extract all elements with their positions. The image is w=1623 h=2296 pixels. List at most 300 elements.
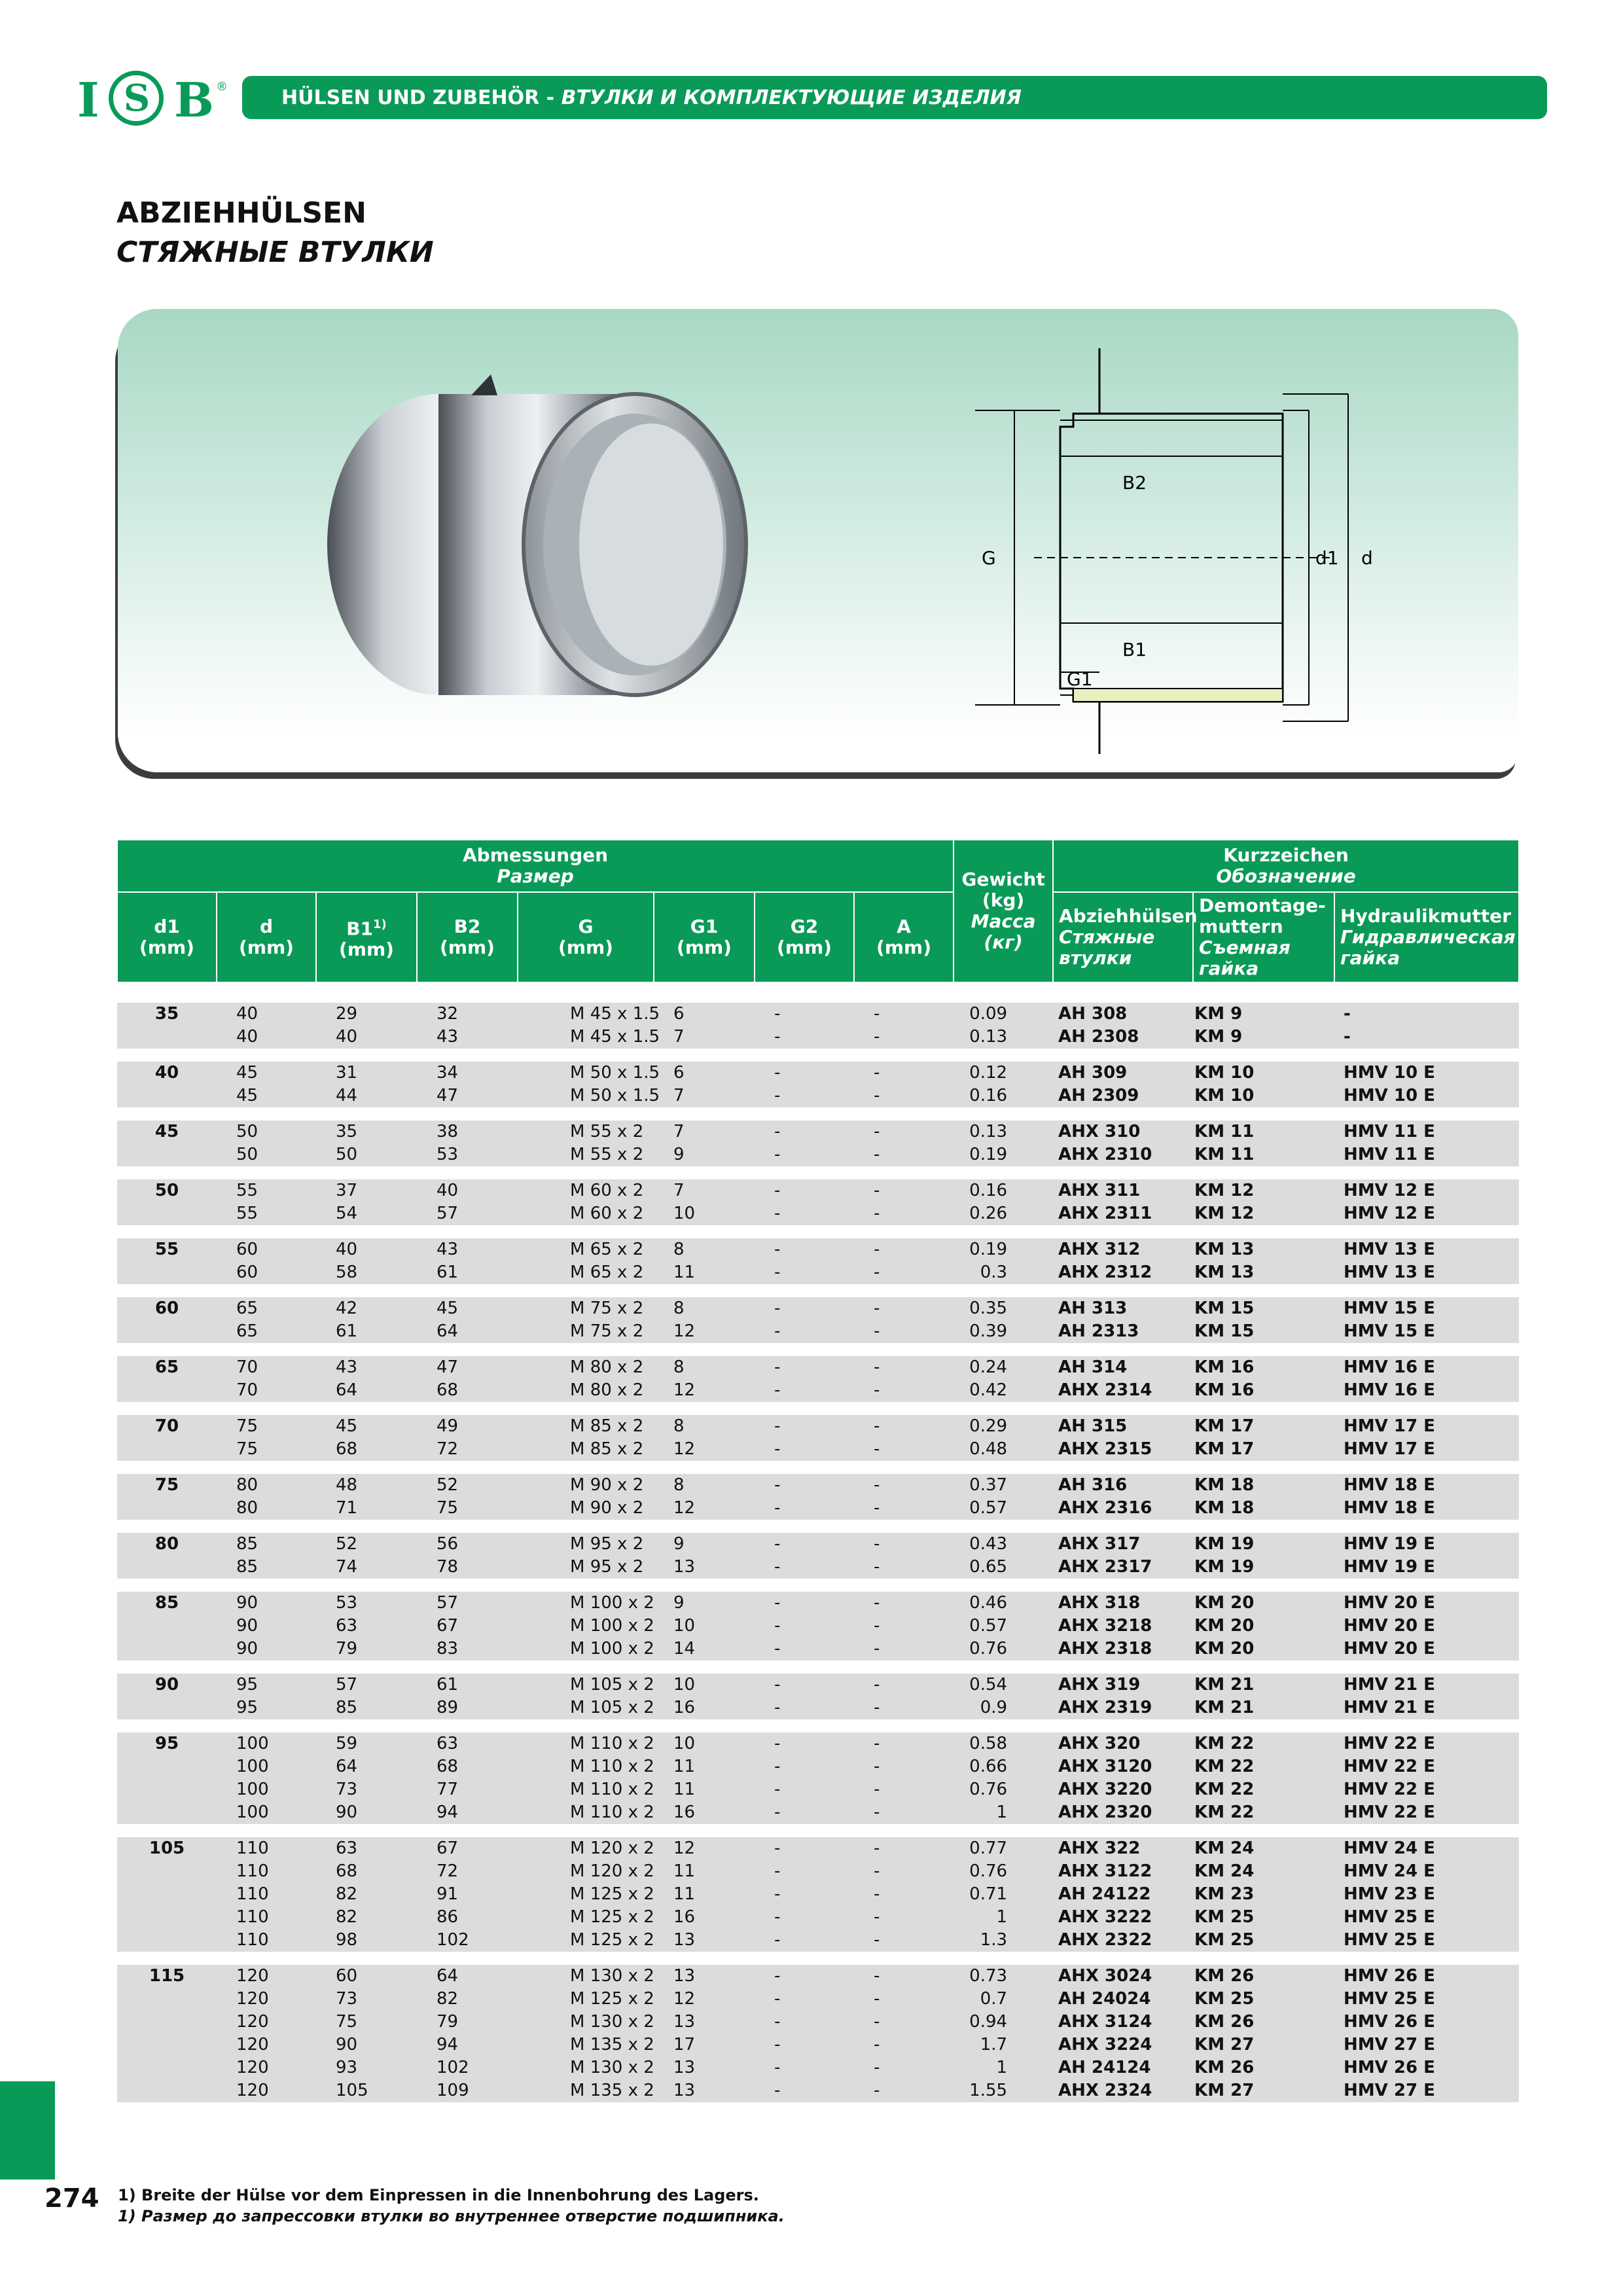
table-cell: 35 [316,1121,417,1143]
sleeve-photo [275,348,798,715]
section-header-bar [242,76,1547,119]
table-cell: HMV 22 E [1334,1732,1519,1755]
table-cell: KM 9 [1193,1003,1334,1026]
table-cell: 73 [316,1988,417,2011]
page-edge-tab [0,2081,55,2179]
table-cell: 93 [316,2056,417,2079]
table-cell: 10 [654,1732,755,1755]
table-cell: 50 [316,1143,417,1166]
table-cell: - [755,1592,854,1615]
table-row [117,1533,1519,1556]
table-row [117,1297,1519,1320]
table-cell: AHX 3024 [1053,1965,1193,1988]
table-row [117,1438,1519,1461]
table-cell: M 55 x 2 [518,1121,654,1143]
table-cell: HMV 22 E [1334,1778,1519,1801]
table-cell: HMV 13 E [1334,1261,1519,1284]
table-cell: M 95 x 2 [518,1533,654,1556]
table-cell: HMV 22 E [1334,1801,1519,1824]
col-header-b2: B2 (mm) [417,892,518,982]
table-cell: HMV 27 E [1334,2034,1519,2056]
section-header-de: HÜLSEN UND ZUBEHÖR - [281,86,562,109]
table-cell: - [755,1778,854,1801]
table-cell: KM 22 [1193,1755,1334,1778]
table-cell: 67 [417,1837,518,1860]
table-cell: 10 [654,1674,755,1696]
table-cell: 43 [316,1356,417,1379]
table-cell: 64 [316,1379,417,1402]
table-cell: AH 313 [1053,1297,1193,1320]
table-cell: 109 [417,2079,518,2102]
table-cell: - [755,1438,854,1461]
table-cell: 47 [417,1356,518,1379]
table-row [117,1415,1519,1438]
table-cell: HMV 16 E [1334,1379,1519,1402]
table-cell: 73 [316,1778,417,1801]
table-cell: M 100 x 2 [518,1615,654,1638]
table-cell: AHX 2314 [1053,1379,1193,1402]
table-cell: 110 [217,1929,316,1952]
table-row [117,1615,1519,1638]
table-cell: - [854,1415,954,1438]
table-cell: 32 [417,1003,518,1026]
table-row [117,1003,1519,1026]
table-cell: 0.54 [954,1674,1053,1696]
technical-drawing [969,348,1492,754]
table-cell: 0.16 [954,1085,1053,1107]
table-cell: KM 25 [1193,1906,1334,1929]
table-cell: 31 [316,1062,417,1085]
table-cell: AHX 2310 [1053,1143,1193,1166]
table-cell: AHX 3220 [1053,1778,1193,1801]
table-cell: 13 [654,2079,755,2102]
table-cell: 11 [654,1883,755,1906]
table-cell: 63 [316,1837,417,1860]
table-cell: 40 [417,1179,518,1202]
table-cell: 6 [654,1003,755,1026]
table-cell: 45 [417,1297,518,1320]
table-cell: 8 [654,1238,755,1261]
cell-d1 [117,1261,217,1284]
cell-d1: 90 [117,1674,217,1696]
table-cell: 45 [217,1062,316,1085]
table-cell: 65 [217,1297,316,1320]
table-cell: 29 [316,1003,417,1026]
table-cell: KM 20 [1193,1638,1334,1660]
cell-d1: 60 [117,1297,217,1320]
table-cell: KM 24 [1193,1860,1334,1883]
table-cell: 13 [654,2011,755,2034]
table-cell: KM 17 [1193,1438,1334,1461]
table-cell: 71 [316,1497,417,1520]
cell-d1: 35 [117,1003,217,1026]
table-cell: - [755,1965,854,1988]
table-cell: M 90 x 2 [518,1474,654,1497]
cell-d1: 105 [117,1837,217,1860]
table-cell: - [854,1906,954,1929]
table-cell: 49 [417,1415,518,1438]
table-row [117,1179,1519,1202]
table-row [117,2011,1519,2034]
image-panel [118,309,1518,772]
table-cell: 1.7 [954,2034,1053,2056]
table-cell: 40 [316,1026,417,1049]
cell-d1 [117,2056,217,2079]
table-cell: HMV 24 E [1334,1860,1519,1883]
table-cell: 1 [954,1906,1053,1929]
table-cell: - [854,1261,954,1284]
table-cell: HMV 21 E [1334,1674,1519,1696]
table-cell: 60 [217,1238,316,1261]
table-cell: HMV 20 E [1334,1615,1519,1638]
table-cell: 94 [417,1801,518,1824]
table-cell: 12 [654,1988,755,2011]
table-cell: - [854,2034,954,2056]
table-cell: 55 [217,1179,316,1202]
table-cell: 40 [217,1026,316,1049]
table-cell: 13 [654,2056,755,2079]
table-cell: KM 13 [1193,1261,1334,1284]
cell-d1 [117,1638,217,1660]
table-cell: 75 [417,1497,518,1520]
table-cell: AH 24122 [1053,1883,1193,1906]
table-cell: AHX 310 [1053,1121,1193,1143]
table-cell: M 135 x 2 [518,2079,654,2102]
table-cell: - [854,1929,954,1952]
table-cell: 61 [417,1674,518,1696]
table-cell: 0.29 [954,1415,1053,1438]
table-cell: - [755,1837,854,1860]
table-cell: 102 [417,2056,518,2079]
table-cell: - [854,1696,954,1719]
table-cell: - [854,2011,954,2034]
table-cell: HMV 21 E [1334,1696,1519,1719]
table-cell: 50 [217,1121,316,1143]
table-cell: - [854,1755,954,1778]
table-cell: - [755,1238,854,1261]
page-title-ru: СТЯЖНЫЕ ВТУЛКИ [116,236,434,269]
table-cell: - [755,1533,854,1556]
table-cell: 0.66 [954,1755,1053,1778]
table-cell: 0.7 [954,1988,1053,2011]
weight-header: Gewicht (kg) Масса (кг) [954,840,1053,982]
table-cell: HMV 26 E [1334,2056,1519,2079]
cell-d1 [117,1755,217,1778]
table-cell: KM 22 [1193,1801,1334,1824]
table-cell: - [854,1026,954,1049]
table-cell: HMV 10 E [1334,1062,1519,1085]
section-header-text [281,86,1022,109]
label-b1: B1 [1122,639,1147,660]
table-row [117,1356,1519,1379]
table-cell: 0.19 [954,1238,1053,1261]
page-title-de: ABZIEHHÜLSEN [116,196,366,230]
table-cell: 100 [217,1755,316,1778]
table-cell: 98 [316,1929,417,1952]
table-cell: 13 [654,1929,755,1952]
table-cell: 90 [217,1592,316,1615]
cell-d1 [117,1860,217,1883]
table-row [117,1238,1519,1261]
label-d: d [1361,547,1373,569]
cell-d1: 80 [117,1533,217,1556]
cell-d1 [117,1801,217,1824]
table-cell: - [755,1674,854,1696]
table-cell: - [755,2056,854,2079]
table-cell: KM 22 [1193,1732,1334,1755]
table-cell: HMV 26 E [1334,2011,1519,2034]
logo-registered-mark: ® [216,80,228,94]
table-cell: 11 [654,1755,755,1778]
table-cell: AH 2308 [1053,1026,1193,1049]
cell-d1: 70 [117,1415,217,1438]
table-cell: M 75 x 2 [518,1297,654,1320]
section-header-ru: ВТУЛКИ И КОМПЛЕКТУЮЩИЕ ИЗДЕЛИЯ [561,86,1022,109]
table-cell: - [755,1638,854,1660]
table-cell: - [755,1297,854,1320]
cell-d1 [117,2034,217,2056]
table-cell: M 105 x 2 [518,1696,654,1719]
cell-d1 [117,1883,217,1906]
table-cell: M 75 x 2 [518,1320,654,1343]
table-cell: HMV 11 E [1334,1143,1519,1166]
table-cell: 110 [217,1860,316,1883]
table-cell: 102 [417,1929,518,1952]
table-cell: 10 [654,1202,755,1225]
cell-d1 [117,2011,217,2034]
table-cell: - [755,1179,854,1202]
table-cell: AHX 320 [1053,1732,1193,1755]
table-cell: HMV 25 E [1334,1929,1519,1952]
table-cell: - [854,1143,954,1166]
col-header-b1: B1$^{1)}$ (mm) [316,892,417,982]
label-g: G [982,547,996,569]
table-row [117,1261,1519,1284]
table-cell: KM 13 [1193,1238,1334,1261]
table-cell: - [854,1556,954,1579]
table-cell: AHX 2317 [1053,1556,1193,1579]
table-cell: 61 [417,1261,518,1284]
table-cell: 0.13 [954,1121,1053,1143]
table-cell: 80 [217,1474,316,1497]
table-cell: 79 [417,2011,518,2034]
table-cell: 85 [217,1556,316,1579]
table-cell: 52 [316,1533,417,1556]
drawing-thread-area [1073,689,1283,702]
table-cell: M 100 x 2 [518,1592,654,1615]
cell-d1 [117,1143,217,1166]
codes-group-header: Kurzzeichen Обозначение [1053,840,1519,892]
table-cell: KM 24 [1193,1837,1334,1860]
table-cell: 0.35 [954,1297,1053,1320]
table-cell: HMV 16 E [1334,1356,1519,1379]
cell-d1 [117,1929,217,1952]
cell-d1 [117,1026,217,1049]
table-cell: - [854,1837,954,1860]
table-cell: AHX 317 [1053,1533,1193,1556]
table-cell: 12 [654,1837,755,1860]
table-cell: 50 [217,1143,316,1166]
cell-d1: 55 [117,1238,217,1261]
col-header-g2: G2 (mm) [755,892,854,982]
table-cell: 68 [316,1438,417,1461]
table-cell: 0.57 [954,1497,1053,1520]
table-cell: - [755,1732,854,1755]
table-head [117,840,1519,982]
table-cell: 1.3 [954,1929,1053,1952]
table-cell: 0.3 [954,1261,1053,1284]
table-cell: - [854,2079,954,2102]
table-cell: M 125 x 2 [518,1883,654,1906]
table-cell: KM 9 [1193,1026,1334,1049]
table-cell: - [854,1085,954,1107]
cell-d1 [117,1497,217,1520]
table-row [117,2079,1519,2102]
table-cell: 16 [654,1696,755,1719]
table-row [117,1732,1519,1755]
table-cell: 90 [217,1638,316,1660]
table-cell: 0.9 [954,1696,1053,1719]
cell-d1: 65 [117,1356,217,1379]
table-cell: HMV 18 E [1334,1497,1519,1520]
table-cell: 16 [654,1906,755,1929]
table-cell: 0.58 [954,1732,1053,1755]
table-row [117,1143,1519,1166]
cell-d1 [117,1615,217,1638]
table-cell: M 90 x 2 [518,1497,654,1520]
table-cell: HMV 17 E [1334,1415,1519,1438]
table-cell: - [854,1003,954,1026]
isb-logo [77,71,228,128]
table-cell: KM 27 [1193,2034,1334,2056]
table-cell: 82 [417,1988,518,2011]
table-cell: M 105 x 2 [518,1674,654,1696]
table-row [117,1320,1519,1343]
cell-d1: 85 [117,1592,217,1615]
table-cell: - [755,1474,854,1497]
table-cell: - [755,2034,854,2056]
table-cell: 63 [316,1615,417,1638]
table-cell: 0.43 [954,1533,1053,1556]
table-cell: - [755,1929,854,1952]
table-cell: KM 12 [1193,1179,1334,1202]
table-cell: AHX 2320 [1053,1801,1193,1824]
table-cell: 37 [316,1179,417,1202]
table-cell: - [854,1732,954,1755]
table-row [117,1929,1519,1952]
cell-d1 [117,1320,217,1343]
table-cell: 47 [417,1085,518,1107]
table-cell: 7 [654,1085,755,1107]
table-cell: 0.26 [954,1202,1053,1225]
table-row [117,1379,1519,1402]
table-cell: - [854,1121,954,1143]
table-cell: - [755,1883,854,1906]
table-cell: - [755,1143,854,1166]
dims-group-header: Abmessungen Размер [117,840,954,892]
table-cell: 8 [654,1415,755,1438]
table-cell: M 120 x 2 [518,1837,654,1860]
table-cell: 120 [217,2079,316,2102]
table-cell: - [854,1860,954,1883]
table-cell: M 45 x 1.5 [518,1026,654,1049]
table-cell: 9 [654,1143,755,1166]
table-cell: 8 [654,1474,755,1497]
table-cell: AHX 3224 [1053,2034,1193,2056]
table-cell: M 125 x 2 [518,1906,654,1929]
table-cell: 10 [654,1615,755,1638]
table-cell: 0.16 [954,1179,1053,1202]
table-cell: M 45 x 1.5 [518,1003,654,1026]
cell-d1 [117,1202,217,1225]
table-cell: 44 [316,1085,417,1107]
table-cell: 0.48 [954,1438,1053,1461]
table-cell: 13 [654,1965,755,1988]
dimensions-table [116,839,1520,2102]
table-cell: 0.42 [954,1379,1053,1402]
table-cell: HMV 19 E [1334,1556,1519,1579]
table-cell: HMV 23 E [1334,1883,1519,1906]
table-row [117,1778,1519,1801]
table-row [117,1026,1519,1049]
cell-d1 [117,1556,217,1579]
table-cell: 72 [417,1860,518,1883]
table-cell: M 80 x 2 [518,1356,654,1379]
table-cell: 11 [654,1261,755,1284]
table-cell: 0.76 [954,1778,1053,1801]
table-cell: KM 25 [1193,1988,1334,2011]
table-cell: 7 [654,1179,755,1202]
table-cell: - [755,1379,854,1402]
table-cell: 120 [217,1965,316,1988]
table-cell: - [755,1696,854,1719]
table-cell: KM 19 [1193,1533,1334,1556]
label-b2: B2 [1122,472,1147,493]
table-cell: 120 [217,2034,316,2056]
table-cell: 57 [417,1202,518,1225]
table-cell: M 100 x 2 [518,1638,654,1660]
table-cell: - [854,1320,954,1343]
table-cell: 17 [654,2034,755,2056]
table-cell: - [854,1202,954,1225]
table-body [117,982,1519,2102]
table-cell: KM 26 [1193,1965,1334,1988]
table-cell: - [755,1062,854,1085]
table-cell: 90 [316,2034,417,2056]
table-cell: 55 [217,1202,316,1225]
table-cell: - [755,1497,854,1520]
table-cell: 95 [217,1696,316,1719]
table-cell: 56 [417,1533,518,1556]
table-cell: 57 [316,1674,417,1696]
table-cell: 72 [417,1438,518,1461]
table-cell: 6 [654,1062,755,1085]
table-cell: HMV 19 E [1334,1533,1519,1556]
table-cell: 78 [417,1556,518,1579]
table-cell: 54 [316,1202,417,1225]
table-cell: KM 18 [1193,1474,1334,1497]
table-cell: M 110 x 2 [518,1732,654,1755]
table-row [117,1755,1519,1778]
table-cell: - [755,1906,854,1929]
table-cell: 57 [417,1592,518,1615]
table-cell: 0.09 [954,1003,1053,1026]
table-cell: - [854,1615,954,1638]
table-cell: AHX 2322 [1053,1929,1193,1952]
table-cell: - [854,1297,954,1320]
table-cell: 34 [417,1062,518,1085]
table-cell: HMV 26 E [1334,1965,1519,1988]
